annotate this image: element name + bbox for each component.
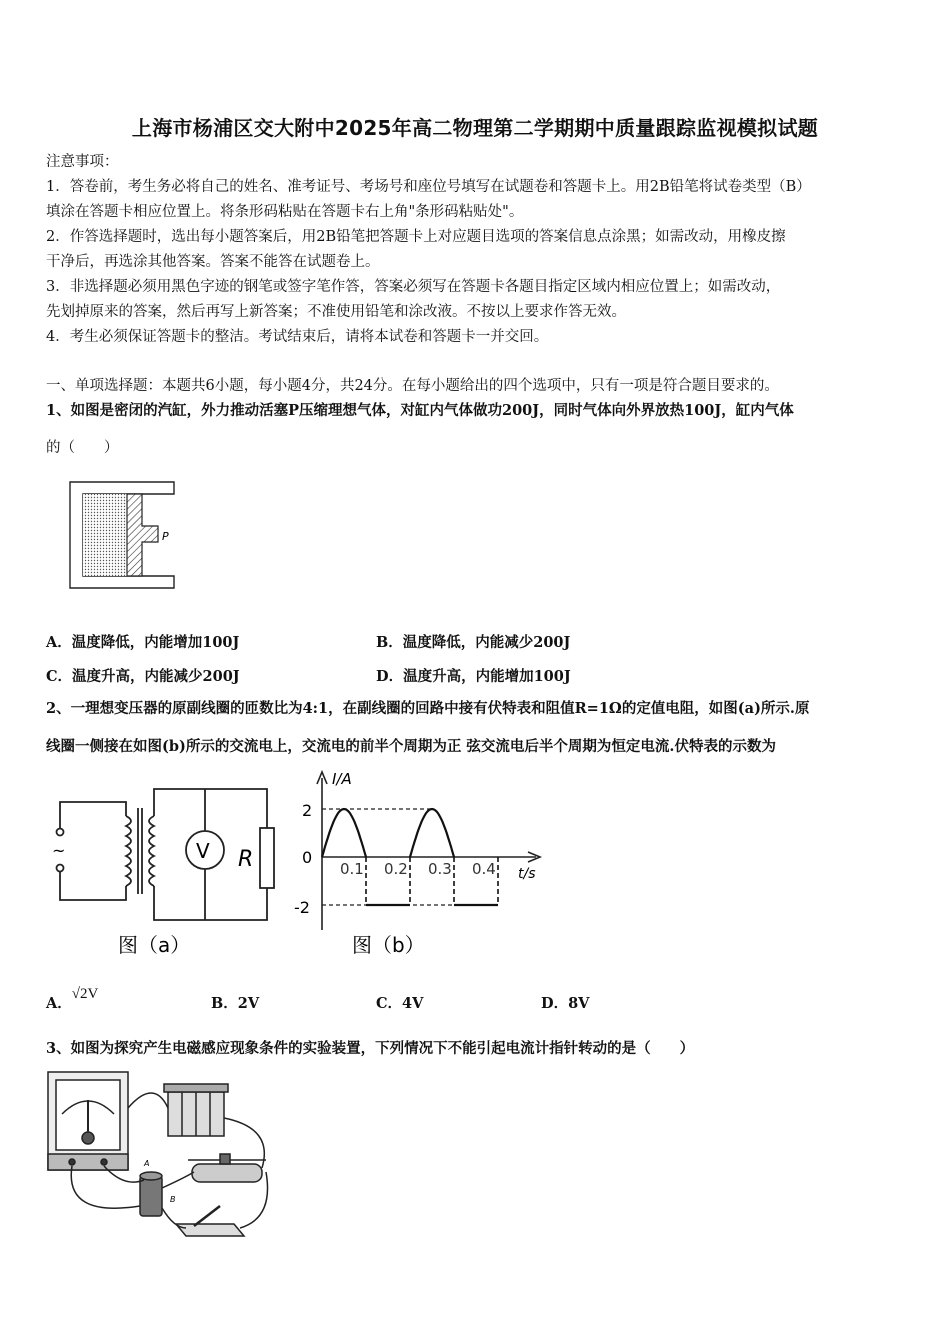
x-tick-label-0.1: 0.1: [340, 860, 364, 878]
q1-stem-2: 的（ ）: [46, 440, 119, 456]
gas-region: [83, 494, 127, 576]
x-axis-label: t/s: [518, 866, 536, 882]
y-tick-label-2: 2: [302, 801, 313, 820]
q1-option-c[interactable]: C．温度升高，内能减少200J: [46, 668, 240, 685]
q1-option-b[interactable]: B．温度降低，内能减少200J: [376, 634, 571, 651]
ac-source-symbol: ~: [52, 841, 66, 860]
note-1a: 1．答卷前，考生务必将自己的姓名、准考证号、考场号和座位号填写在试题卷和答题卡上。用2B铅笔将试卷类型（B）: [46, 179, 811, 195]
coil: [140, 1176, 162, 1216]
q2-stem-2: 线圈一侧接在如图(b)所示的交流电上，交流电的前半个周期为正 弦交流电后半个周期为恒定电流.伏特表的示数为: [46, 738, 776, 755]
terminal-bottom: [57, 865, 64, 872]
q2-option-a-prefix: A．: [46, 995, 72, 1012]
coil-label-b: B: [170, 1195, 176, 1204]
rheostat: [192, 1164, 262, 1182]
q2-option-a[interactable]: [46, 986, 99, 1013]
x-tick-label-0.4: 0.4: [472, 860, 496, 878]
note-4: 4．考生必须保证答题卡的整洁。考试结束后，请将本试卷和答题卡一并交回。: [46, 329, 549, 345]
secondary-coil: [149, 816, 154, 886]
section-heading: 一、单项选择题：本题共6小题，每小题4分，共24分。在每小题给出的四个选项中，只有一项是符合题目要求的。: [46, 378, 779, 394]
note-2b: 干净后，再选涂其他答案。答案不能答在试题卷上。: [46, 254, 380, 270]
current-chart: [290, 768, 550, 968]
sine-segment-2: [410, 809, 454, 857]
terminal-top: [57, 829, 64, 836]
piston-label: P: [162, 530, 169, 543]
q1-option-d[interactable]: D．温度升高，内能增加100J: [376, 668, 571, 685]
switch-lever: [194, 1206, 220, 1226]
x-tick-label-0.3: 0.3: [428, 860, 452, 878]
q2-option-a-value: √2V: [71, 986, 99, 1002]
y-axis-label: I/A: [332, 770, 352, 788]
cylinder-figure: [66, 478, 186, 592]
switch-base: [176, 1224, 244, 1236]
voltmeter-label: V: [196, 839, 210, 863]
q2-option-d[interactable]: D．8V: [541, 995, 590, 1012]
q1-option-a[interactable]: A．温度降低，内能增加100J: [46, 634, 240, 651]
piston: [127, 494, 158, 576]
x-tick-label-0.2: 0.2: [384, 860, 408, 878]
q1-stem-1: 1、如图是密闭的汽缸，外力推动活塞P压缩理想气体，对缸内气体做功200J，同时气体向外界放热100J，缸内气体: [46, 402, 794, 419]
note-2a: 2．作答选择题时，选出每小题答案后，用2B铅笔把答题卡上对应题目选项的答案信息点涂黑；如需改动，用橡皮擦: [46, 229, 786, 245]
origin-label: 0: [302, 848, 313, 867]
circuit-figure: [50, 780, 290, 960]
note-1b: 填涂在答题卡相应位置上。将条形码粘贴在答题卡右上角"条形码粘贴处"。: [46, 204, 524, 220]
y-tick-label-neg2: -2: [294, 898, 310, 917]
q3-stem: 3、如图为探究产生电磁感应现象条件的实验装置，下列情况下不能引起电流计指针转动的是（ ）: [46, 1040, 695, 1057]
coil-label-a: A: [144, 1159, 150, 1168]
q2-option-b[interactable]: B．2V: [211, 995, 260, 1012]
induction-apparatus-figure: [44, 1068, 284, 1244]
resistor: [260, 828, 274, 888]
resistor-label: R: [238, 847, 254, 872]
figure-a-caption: 图（a）: [118, 933, 191, 957]
primary-coil: [126, 816, 131, 886]
q2-option-c[interactable]: C．4V: [376, 995, 424, 1012]
sine-segment-0: [322, 809, 366, 857]
note-3b: 先划掉原来的答案，然后再写上新答案；不准使用铅笔和涂改液。不按以上要求作答无效。: [46, 304, 626, 320]
q2-stem-1: 2、一理想变压器的原副线圈的匝数比为4:1，在副线圈的回路中接有伏特表和阻值R=1Ω的定值电阻，如图(a)所示.原: [46, 700, 810, 717]
page-title: 上海市杨浦区交大附中2025年高二物理第二学期期中质量跟踪监视模拟试题: [131, 116, 819, 140]
note-3a: 3．非选择题必须用黑色字迹的钢笔或签字笔作答，答案必须写在答题卡各题目指定区域内相应位置上；如需改动，: [46, 279, 781, 295]
notes-heading: 注意事项：: [46, 154, 119, 170]
figure-b-caption: 图（b）: [352, 933, 425, 957]
